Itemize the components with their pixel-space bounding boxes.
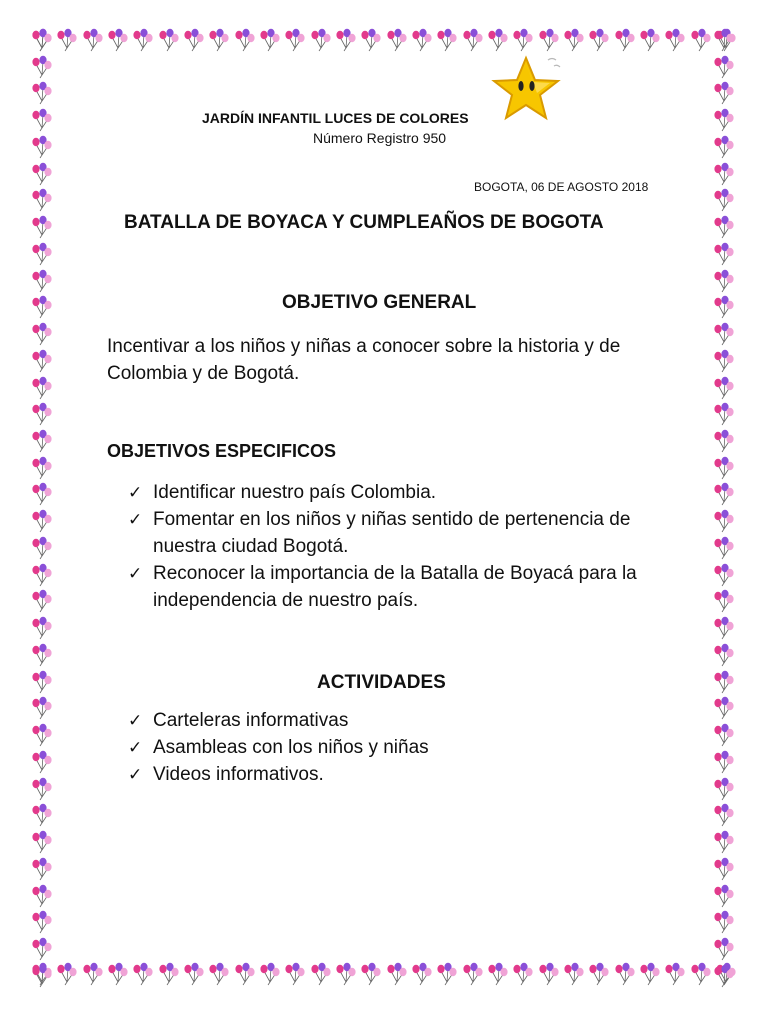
balloons-icon [334, 28, 358, 52]
balloons-icon [30, 937, 54, 961]
date-line: BOGOTA, 06 DE AGOSTO 2018 [474, 180, 649, 194]
objetivo-general-text: Incentivar a los niños y niñas a conocer sobre la historia y de Colombia y de Bogotá. [107, 336, 621, 384]
objetivo-general-heading: OBJETIVO GENERAL [282, 292, 477, 313]
balloons-icon [81, 28, 105, 52]
balloons-icon [712, 81, 736, 105]
balloons-icon [712, 884, 736, 908]
balloons-icon [30, 402, 54, 426]
balloons-icon [55, 962, 79, 986]
balloons-icon [712, 322, 736, 346]
balloons-icon [131, 28, 155, 52]
balloons-icon [30, 295, 54, 319]
balloons-icon [712, 108, 736, 132]
balloons-icon [712, 349, 736, 373]
balloons-icon [712, 937, 736, 961]
balloons-icon [258, 962, 282, 986]
balloons-icon [30, 803, 54, 827]
balloons-icon [30, 376, 54, 400]
balloons-icon [511, 962, 535, 986]
balloons-icon [30, 964, 54, 988]
list-item-text: Reconocer la importancia de la Batalla de Boyacá para la independencia de nuestro país. [153, 563, 637, 611]
balloons-icon [537, 28, 561, 52]
list-item [128, 734, 688, 761]
balloons-icon [157, 28, 181, 52]
balloons-icon [131, 962, 155, 986]
list-item-text: Asambleas con los niños y niñas [153, 737, 429, 758]
balloons-icon [486, 28, 510, 52]
list-item-text: Carteleras informativas [153, 710, 349, 731]
balloons-icon [233, 962, 257, 986]
balloons-icon [712, 589, 736, 613]
balloon-border-right [712, 28, 738, 988]
balloons-icon [30, 162, 54, 186]
list-item [128, 479, 688, 506]
balloons-icon [638, 28, 662, 52]
balloons-icon [309, 28, 333, 52]
balloons-icon [689, 28, 713, 52]
balloons-icon [712, 750, 736, 774]
balloons-icon [30, 482, 54, 506]
balloons-icon [81, 962, 105, 986]
objetivos-especificos-heading: OBJETIVOS ESPECIFICOS [107, 441, 337, 461]
document-title: BATALLA DE BOYACA Y CUMPLEAÑOS DE BOGOTA [124, 212, 604, 233]
balloons-icon [233, 28, 257, 52]
balloons-icon [410, 28, 434, 52]
balloons-icon [712, 242, 736, 266]
balloons-icon [30, 242, 54, 266]
balloons-icon [712, 28, 736, 52]
balloons-icon [30, 456, 54, 480]
balloons-icon [712, 723, 736, 747]
balloons-icon [30, 108, 54, 132]
balloons-icon [712, 696, 736, 720]
balloons-icon [712, 830, 736, 854]
actividades-list [128, 707, 688, 788]
balloon-border-top [30, 28, 738, 54]
balloons-icon [712, 482, 736, 506]
balloons-icon [587, 962, 611, 986]
list-item [128, 560, 688, 614]
balloons-icon [638, 962, 662, 986]
balloons-icon [182, 962, 206, 986]
balloons-icon [613, 962, 637, 986]
balloons-icon [410, 962, 434, 986]
balloons-icon [359, 962, 383, 986]
balloons-icon [106, 962, 130, 986]
balloons-icon [587, 28, 611, 52]
balloons-icon [30, 429, 54, 453]
balloons-icon [30, 322, 54, 346]
checkmark-icon: ✓ [128, 711, 143, 730]
balloons-icon [712, 269, 736, 293]
balloons-icon [30, 750, 54, 774]
balloons-icon [30, 563, 54, 587]
checkmark-icon: ✓ [128, 738, 143, 757]
balloons-icon [712, 616, 736, 640]
smiling-star-icon [488, 52, 568, 128]
list-item [128, 707, 688, 734]
balloons-icon [30, 188, 54, 212]
balloons-icon [712, 456, 736, 480]
balloons-icon [258, 28, 282, 52]
balloons-icon [309, 962, 333, 986]
balloons-icon [537, 962, 561, 986]
balloons-icon [283, 962, 307, 986]
balloons-icon [613, 28, 637, 52]
balloons-icon [30, 830, 54, 854]
balloons-icon [30, 723, 54, 747]
balloons-icon [663, 28, 687, 52]
balloons-icon [712, 429, 736, 453]
balloons-icon [30, 643, 54, 667]
checkmark-icon: ✓ [128, 510, 143, 529]
balloons-icon [55, 28, 79, 52]
balloons-icon [712, 563, 736, 587]
balloons-icon [712, 188, 736, 212]
balloons-icon [30, 670, 54, 694]
balloons-icon [283, 28, 307, 52]
balloons-icon [712, 402, 736, 426]
balloon-border-left [30, 28, 56, 988]
balloons-icon [30, 536, 54, 560]
balloons-icon [663, 962, 687, 986]
balloons-icon [30, 28, 54, 52]
balloons-icon [712, 135, 736, 159]
list-item-text: Videos informativos. [153, 764, 324, 785]
list-item [128, 506, 688, 560]
balloon-border-bottom [30, 962, 738, 988]
balloons-icon [30, 135, 54, 159]
balloons-icon [30, 696, 54, 720]
balloons-icon [30, 215, 54, 239]
balloons-icon [207, 28, 231, 52]
balloons-icon [712, 670, 736, 694]
balloons-icon [712, 376, 736, 400]
balloons-icon [30, 884, 54, 908]
balloons-icon [712, 55, 736, 79]
list-item-text: Fomentar en los niños y niñas sentido de pertenencia de nuestra ciudad Bogotá. [153, 509, 631, 557]
balloons-icon [30, 81, 54, 105]
balloons-icon [712, 215, 736, 239]
balloons-icon [712, 803, 736, 827]
balloons-icon [30, 509, 54, 533]
balloons-icon [461, 28, 485, 52]
list-item-text: Identificar nuestro país Colombia. [153, 482, 437, 503]
balloons-icon [712, 162, 736, 186]
balloons-icon [486, 962, 510, 986]
balloons-icon [689, 962, 713, 986]
checkmark-icon: ✓ [128, 765, 143, 784]
balloons-icon [30, 55, 54, 79]
balloons-icon [30, 349, 54, 373]
balloons-icon [712, 910, 736, 934]
list-item [128, 761, 688, 788]
balloons-icon [562, 28, 586, 52]
balloons-icon [712, 643, 736, 667]
balloons-icon [461, 962, 485, 986]
balloons-icon [207, 962, 231, 986]
balloons-icon [157, 962, 181, 986]
balloons-icon [359, 28, 383, 52]
balloons-icon [385, 962, 409, 986]
balloons-icon [712, 964, 736, 988]
objetivos-especificos-list [128, 479, 688, 614]
balloons-icon [30, 777, 54, 801]
checkmark-icon: ✓ [128, 483, 143, 502]
balloons-icon [30, 589, 54, 613]
balloons-icon [106, 28, 130, 52]
balloons-icon [435, 962, 459, 986]
balloons-icon [712, 857, 736, 881]
balloons-icon [385, 28, 409, 52]
balloons-icon [30, 269, 54, 293]
school-name: JARDÍN INFANTIL LUCES DE COLORES [202, 110, 469, 126]
checkmark-icon: ✓ [128, 564, 143, 583]
balloons-icon [562, 962, 586, 986]
balloons-icon [511, 28, 535, 52]
actividades-heading: ACTIVIDADES [317, 672, 446, 693]
balloons-icon [712, 509, 736, 533]
balloons-icon [435, 28, 459, 52]
balloons-icon [712, 777, 736, 801]
balloons-icon [182, 28, 206, 52]
balloons-icon [30, 910, 54, 934]
registration-number: Número Registro 950 [313, 130, 447, 146]
balloons-icon [712, 295, 736, 319]
balloons-icon [334, 962, 358, 986]
balloons-icon [712, 536, 736, 560]
balloons-icon [30, 857, 54, 881]
balloons-icon [30, 616, 54, 640]
